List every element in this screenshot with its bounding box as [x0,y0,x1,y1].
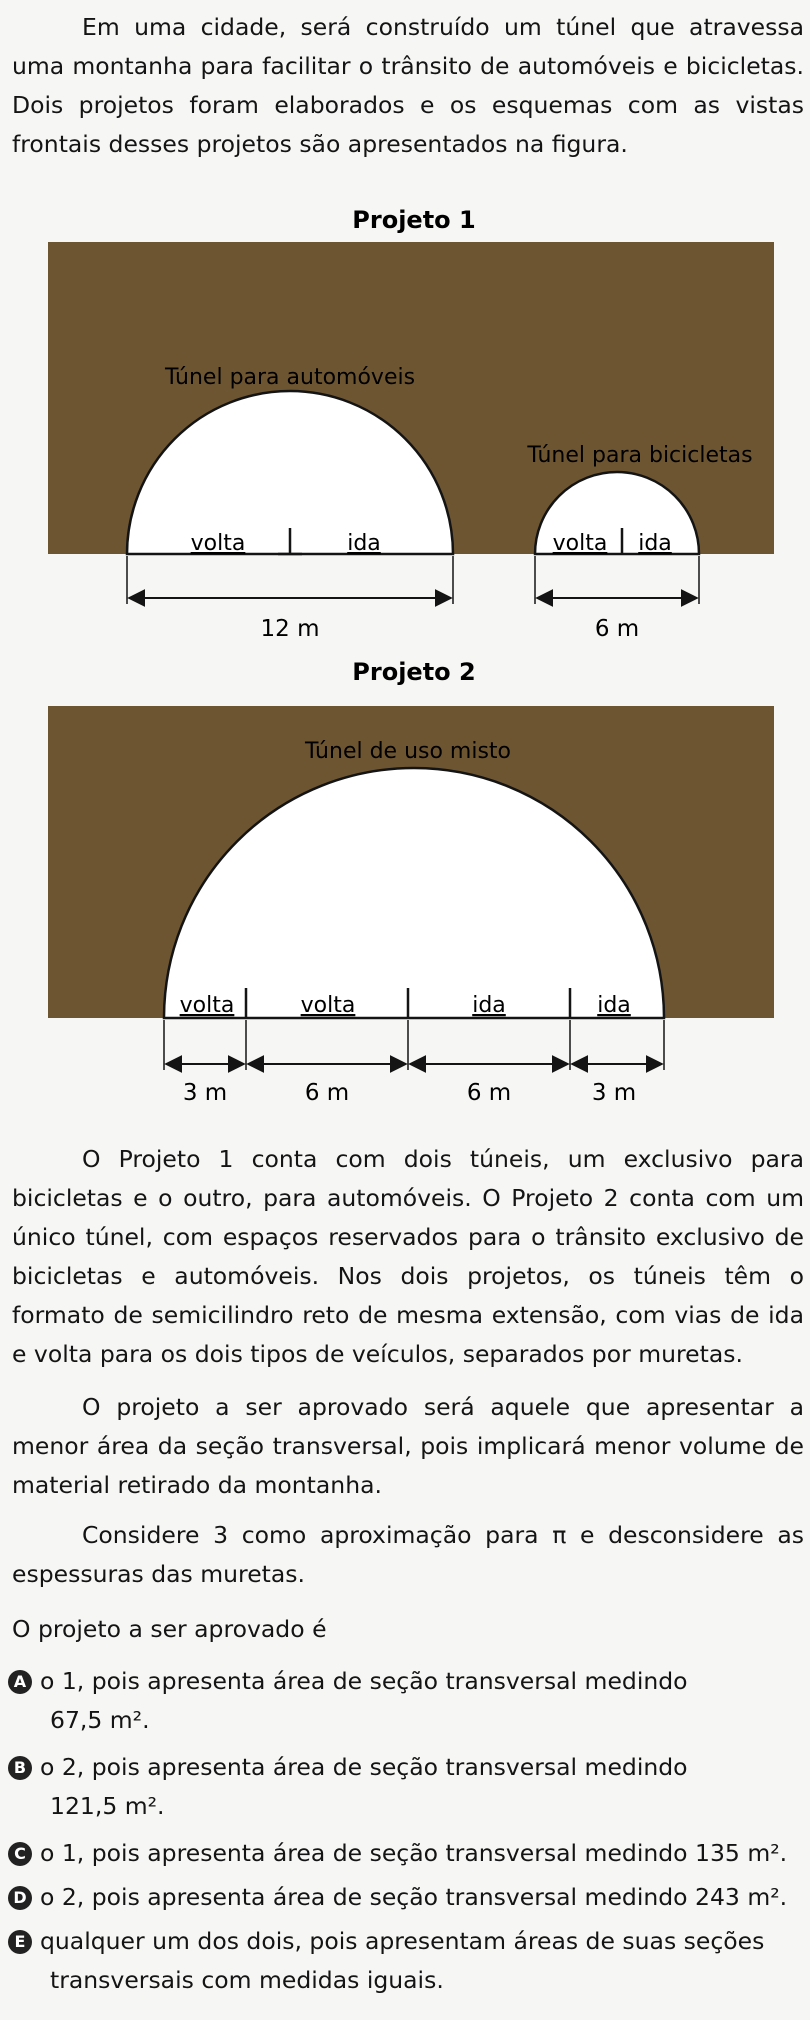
mixed-lane-ida-1: ida [472,993,506,1018]
option-c-text: o 1, pois apresenta área de seção transversal medindo 135 m². [40,1839,788,1867]
mixed-width-2: 6 m [304,1080,350,1106]
auto-lane-volta: volta [190,531,246,556]
option-a-text: o 1, pois apresenta área de seção transversal medindo [40,1667,688,1695]
option-e-letter: E [8,1930,32,1954]
mixed-lane-ida-2: ida [597,993,631,1018]
option-a-letter: A [8,1670,32,1694]
projeto1-title: Projeto 1 [352,206,476,234]
intro-paragraph: Em uma cidade, será construído um túnel que atravessa uma montanha para facilitar o trânsito de automóveis e bicicletas. Dois projetos foram elaborados e os esquemas com as vistas frontais desses projetos são apresentados na figura. [12,13,804,158]
option-c-letter: C [8,1842,32,1866]
option-e-text-cont: transversais com medidas iguais. [50,1966,444,1994]
paragraph-3: Considere 3 como aproximação para π e desconsidere as espessuras das muretas. [12,1521,804,1588]
option-b[interactable] [8,1748,806,1826]
option-c[interactable] [8,1834,806,1873]
mixed-lane-volta-1: volta [179,993,235,1018]
option-a-text-cont: 67,5 m². [50,1706,150,1734]
option-a[interactable] [8,1662,806,1740]
auto-tunnel-label: Túnel para automóveis [164,365,416,390]
mixed-width-4: 3 m [591,1080,637,1106]
mixed-lane-volta-2: volta [300,993,356,1018]
question-stem: O projeto a ser aprovado é [12,1615,327,1643]
option-b-text-cont: 121,5 m². [50,1792,165,1820]
bike-width-label: 6 m [594,616,640,642]
mixed-width-3: 6 m [466,1080,512,1106]
option-e-text: qualquer um dos dois, pois apresentam áreas de suas seções [40,1927,765,1955]
paragraph-2: O projeto a ser aprovado será aquele que apresentar a menor área da seção transversal, pois implicará menor volume de material retirado da montanha. [12,1393,804,1499]
mixed-tunnel-label: Túnel de uso misto [304,739,512,764]
mixed-width-1: 3 m [182,1080,228,1106]
option-d-text: o 2, pois apresenta área de seção transversal medindo 243 m². [40,1883,788,1911]
auto-lane-ida: ida [347,531,381,556]
bike-tunnel-label: Túnel para bicicletas [527,443,753,468]
option-b-letter: B [8,1756,32,1780]
bike-lane-volta: volta [552,531,608,556]
option-d-letter: D [8,1886,32,1910]
option-d[interactable] [8,1878,806,1917]
paragraph-1: O Projeto 1 conta com dois túneis, um exclusivo para bicicletas e o outro, para automóveis. O Projeto 2 conta com um único túnel, com espaços reservados para o trânsito exclusivo de bicicletas e automóveis. Nos dois projetos, os túneis têm o formato de semicilindro reto de mesma extensão, com vias de ida e volta para os dois tipos de veículos, separados por muretas. [12,1145,804,1368]
option-e[interactable] [8,1922,806,2000]
auto-width-label: 12 m [260,616,320,642]
projeto2-title: Projeto 2 [352,658,476,686]
option-b-text: o 2, pois apresenta área de seção transversal medindo [40,1753,688,1781]
bike-lane-ida: ida [638,531,672,556]
